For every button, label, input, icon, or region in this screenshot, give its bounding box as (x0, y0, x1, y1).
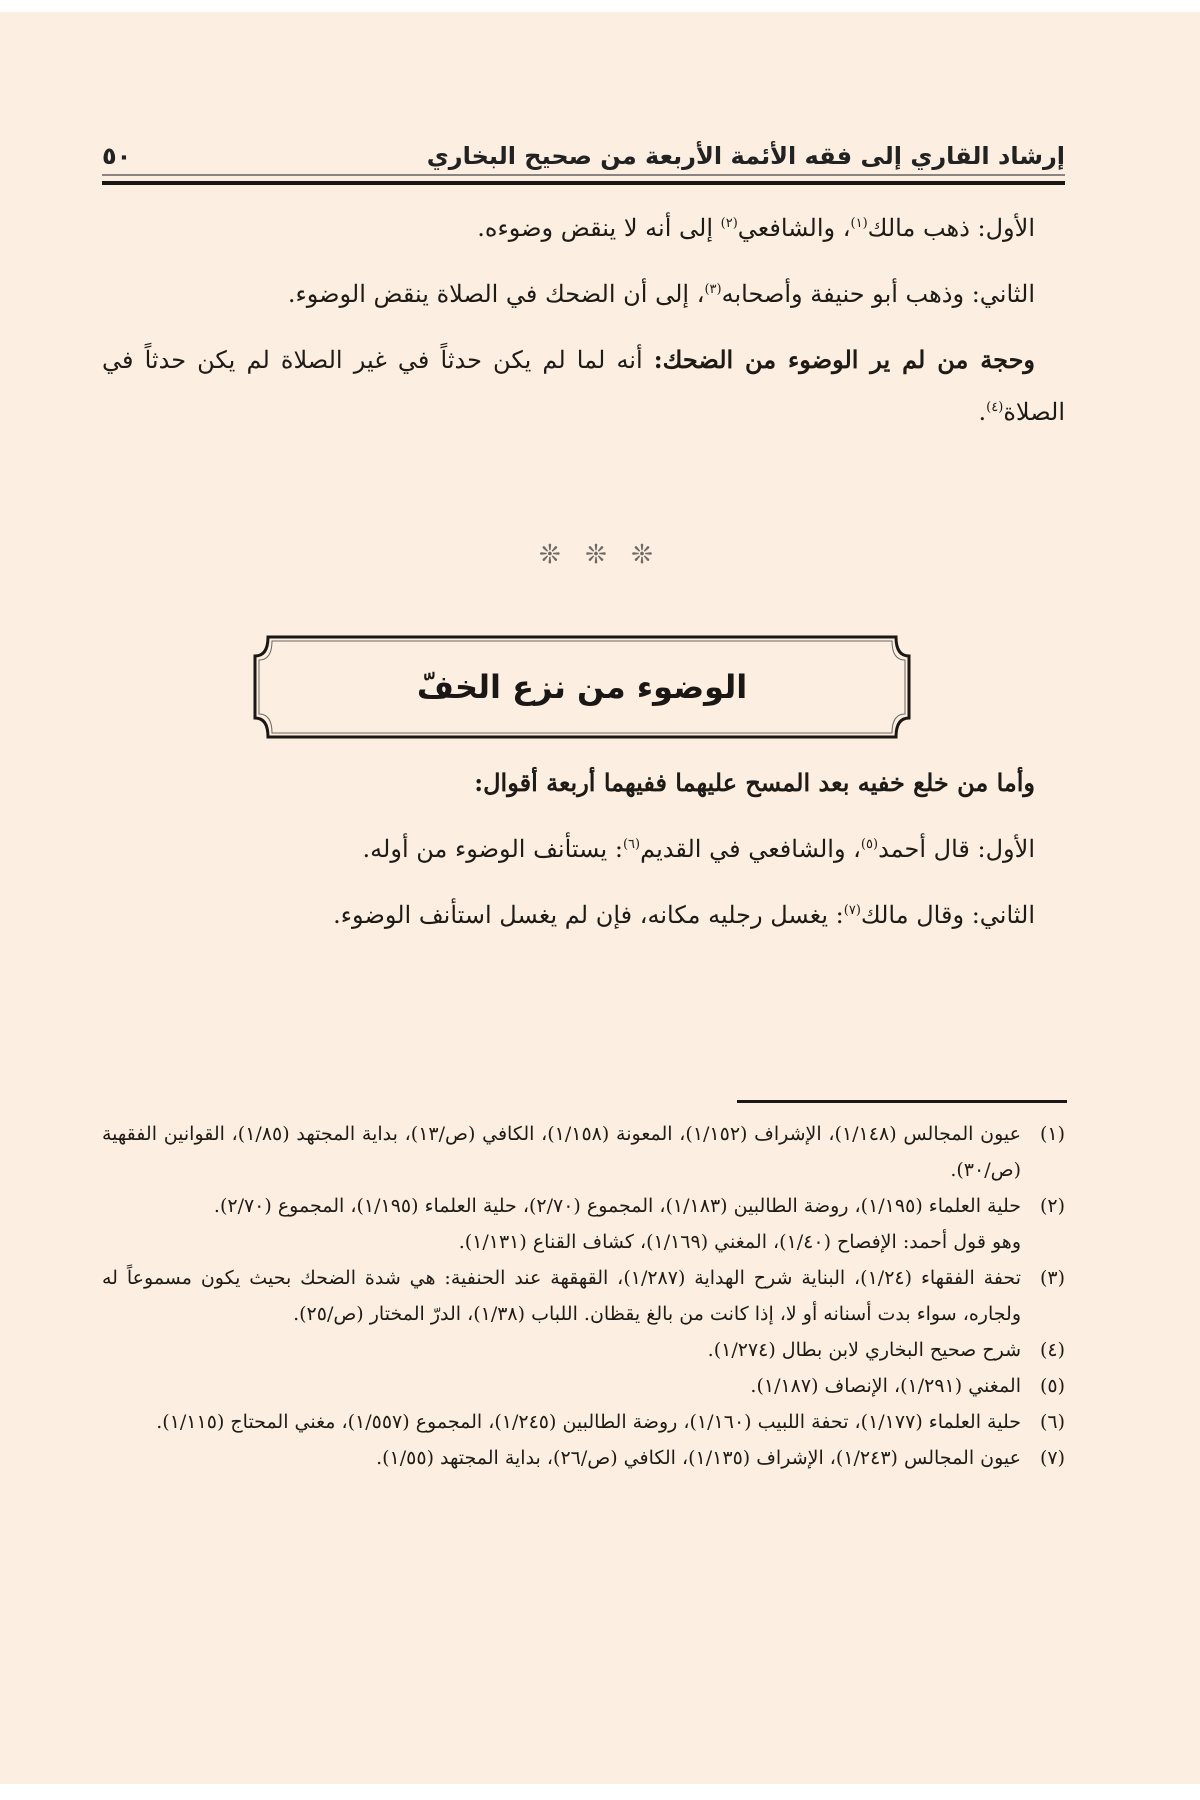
footnote-text: عيون المجالس (١/١٤٨)، الإشراف (١/١٥٢)، المعونة (١/١٥٨)، الكافي (ص/١٣)، بداية المجتهد (١/٨٥)، القوانين الفقهية (ص/٣٠). (102, 1123, 1022, 1181)
paragraph: الثاني: وذهب أبو حنيفة وأصحابه$^{(٣)}$، إلى أن الضحك في الصلاة ينقض الوضوء. (287, 280, 1035, 308)
footnote-ref[interactable]: (٤) (986, 400, 1004, 415)
footnote-ref[interactable]: (٣) (704, 282, 722, 297)
footnote-text: المغني (١/٢٩١)، الإنصاف (١/١٨٧). (750, 1375, 1021, 1397)
footnote-item (102, 1368, 1065, 1404)
book-page (0, 12, 1200, 1784)
footnote-separator (737, 1100, 1067, 1103)
footnote-text: حلية العلماء (١/١٩٥)، روضة الطالبين (١/١٨٣)، المجموع (٢/٧٠)، حلية العلماء (١/١٩٥)، المجموع (٢/٧٠). (213, 1195, 1021, 1217)
section-divider-ornament: ❊ ❊ ❊ (539, 540, 661, 570)
footnote-ref[interactable]: (١) (850, 216, 868, 231)
section-2-body (102, 757, 1065, 955)
paragraph: الأول: قال أحمد$^{(٥)}$، والشافعي في القديم$^{(٦)}$: يستأنف الوضوء من أوله. (362, 835, 1035, 863)
footnote-item (102, 1260, 1065, 1332)
footnotes (102, 1116, 1065, 1476)
footnote-text: حلية العلماء (١/١٧٧)، تحفة اللبيب (١/١٦٠)، روضة الطالبين (١/٢٤٥)، المجموع (١/٥٥٧)، مغني المحتاج (١/١١٥). (156, 1411, 1021, 1433)
footnote-item (102, 1440, 1065, 1476)
footnote-number: (٥) (1039, 1375, 1065, 1397)
footnote-number: (٧) (1039, 1447, 1065, 1469)
page-header (102, 130, 1065, 170)
footnote-ref[interactable]: (٥) (860, 837, 879, 852)
chapter-title-box (252, 634, 912, 740)
header-rule-thin (102, 174, 1065, 176)
footnote-number: (٤) (1039, 1339, 1065, 1361)
footnote-text: تحفة الفقهاء (١/٢٤)، البناية شرح الهداية (١/٢٨٧)، القهقهة عند الحنفية: هي شدة الضحك بحيث يكون مسموعاً له ولجاره، سواء بدت أسنانه أو لا، إذا كانت من بالغ يقظان. اللباب (١/٣٨)، الدرّ المختار (ص/٢٥). (102, 1267, 1021, 1325)
paragraph: الثاني: وقال مالك$^{(٧)}$: يغسل رجليه مكانه، فإن لم يغسل استأنف الوضوء. (333, 901, 1035, 929)
paragraph: وحجة من لم ير الوضوء من الضحك: أنه لما لم يكن حدثاً في غير الصلاة لم يكن حدثاً في الصلاة$^{(٤)}$. (102, 345, 1065, 426)
footnote-item (102, 1116, 1065, 1188)
footnote-text: شرح صحيح البخاري لابن بطال (١/٢٧٤). (707, 1339, 1021, 1361)
footnote-item (102, 1332, 1065, 1368)
footnote-number: (٢) (1039, 1195, 1065, 1217)
running-title: إرشاد القاري إلى فقه الأئمة الأربعة من صحيح البخاري (426, 142, 1065, 170)
footnote-item (102, 1188, 1065, 1224)
paragraph: الأول: ذهب مالك$^{(١)}$، والشافعي$^{(٢)}$ إلى أنه لا ينقض وضوءه. (477, 214, 1035, 242)
paragraph-intro: وأما من خلع خفيه بعد المسح عليهما ففيهما أربعة أقوال: (474, 768, 1035, 797)
footnote-ref[interactable]: (٢) (720, 216, 738, 231)
footnote-text: عيون المجالس (١/٢٤٣)، الإشراف (١/١٣٥)، الكافي (ص/٢٦)، بداية المجتهد (١/٥٥). (376, 1447, 1021, 1469)
footnote-number: (٣) (1039, 1267, 1065, 1289)
footnote-ref[interactable]: (٧) (843, 903, 861, 918)
section-1-body (102, 202, 1065, 452)
header-rule-thick (102, 181, 1065, 185)
chapter-title: الوضوء من نزع الخفّ (416, 668, 748, 706)
footnote-ref[interactable]: (٦) (622, 837, 641, 852)
footnote-item (102, 1404, 1065, 1440)
footnote-number: (٦) (1039, 1411, 1065, 1433)
page-number: ٥٠ (102, 142, 132, 170)
footnote-continuation: وهو قول أحمد: الإفصاح (١/٤٠)، المغني (١/١٦٩)، كشاف القناع (١/١٣١). (458, 1231, 1021, 1253)
footnote-number: (١) (1039, 1123, 1065, 1145)
